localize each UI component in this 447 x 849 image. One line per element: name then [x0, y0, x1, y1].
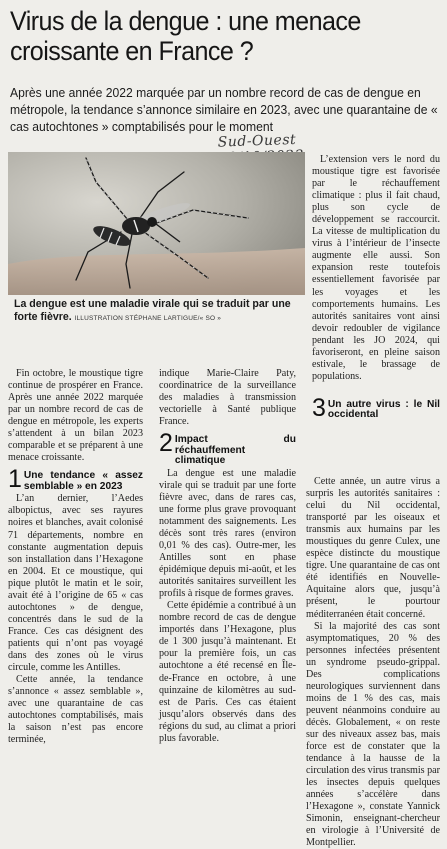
subheading-1 [8, 465, 143, 494]
column-1 [8, 368, 143, 746]
subheading-number: 3 [312, 393, 326, 422]
column-3 [312, 154, 440, 422]
subheading-number: 2 [159, 429, 173, 458]
subheading-number: 1 [8, 465, 22, 494]
caption-text: La dengue est une maladie virale qui se traduit par une forte fièvre. [14, 298, 291, 323]
paragraph: indique Marie-Claire Paty, coordinatrice de la surveillance des maladies à transmission vectorielle à Santé publique France. [159, 368, 296, 428]
mosquito-photo [8, 152, 305, 295]
subheading-text: Un autre virus : le Nil occidental [327, 398, 440, 421]
article-headline: Virus de la dengue : une menace croissante en France ? [10, 6, 361, 66]
photo-credit: ILLUSTRATION STÉPHANE LARTIGUE/« SO » [74, 315, 222, 322]
subheading-3 [312, 393, 440, 422]
column-2 [159, 368, 296, 745]
subheading-2 [159, 429, 296, 467]
paragraph: Cette année, un autre virus a surpris les autorités sanitaires : celui du Nil occidental, transporté par les oiseaux et transmis aux humains par les moustiques du genre Culex, une espèce distincte du moustique tigre. Une quarantaine de cas ont été identifiés en Nouvelle-Aquitaine alors que, jusqu’à présent, le pourtour méditerranéen était concerné. [306, 476, 440, 620]
handwritten-source-note: Sud-Ouest [217, 131, 297, 151]
paragraph: Cette année, la tendance s’annonce « assez semblable », avec une quarantaine de cas autochtones comptabilisés, mais la saison n’est pas encore terminée, [8, 674, 143, 746]
subheading-text: Une tendance « assez semblable » en 2023 [23, 470, 143, 492]
column-4 [306, 476, 440, 849]
paragraph: Si la majorité des cas sont asymptomatiques, 20 % des personnes infectées présentent un syndrome pseudo-grippal. Des complications neurologiques surviennent dans moins de 1 % des cas, mais peuvent néanmoins conduire au décès. Globalement, « on reste sur des niveaux assez bas, mais force est de constater que la tendance à la hausse de la circulation des virus transmis par les insectes depuis quelques années s’accélère dans l’Hexagone », constate Yannick Simonin, enseignant-chercheur en virologie à l’Université de Montpellier. [306, 620, 440, 849]
paragraph: L’an dernier, l’Aedes albopictus, avec ses rayures noires et blanches, avait colonisé 71 départements, nombre en constante augmentation depuis son installation dans l’Hexagone en 2004. Et ce moustique, qui pique plutôt le matin et le soir, avait été à l’origine de 65 « cas autochtones » de dengue, concentrés dans le sud de la France. Ces cas désignent des patients qui n’ont pas voyagé dans des zones où le virus circule, comme les Antilles. [8, 493, 143, 674]
paragraph: La dengue est une maladie virale qui se traduit par une forte fièvre avec, dans de rares cas, une forme plus grave provoquant notamment des saignements. Les décès sont très rares (environ 0,01 % des cas). Outre-mer, les Antilles sont en phase épidémique depuis mi-août, et les autorités sanitaires surveillent les profils à risque de formes graves. [159, 467, 296, 600]
paragraph: L’extension vers le nord du moustique tigre est favorisée par le réchauffement climatique : plus il fait chaud, plus son cycle de développement se raccourcit. La vitesse de multiplication du virus à l’intérieur de l’insecte augmente elle aussi. Son expansion reste toutefois essentiellement favorisée par les voyages et les comportements humains. Les autorités sanitaires vont ainsi devoir redoubler de vigilance pendant les JO 2024, qui favoriseront, en pleine saison estivale, le brassage de populations. [312, 154, 440, 382]
photo-caption [14, 298, 314, 325]
mosquito-illustration [8, 152, 305, 295]
article-lead: Après une année 2022 marquée par un nombre record de cas de dengue en métropole, la tendance s’annonce similaire en 2023, avec une quarantaine de « cas autochtones » comptabilisés pour le moment [10, 85, 438, 134]
subheading-text: Impact du réchauffement climatique [174, 434, 296, 467]
paragraph: Fin octobre, le moustique tigre continue de prospérer en France. Après une année 2022 marquée par un nombre record de cas de dengue en métropole, les experts s’attendent à un bilan 2023 comparable et se préparent à une menace croissante. [8, 368, 143, 464]
paragraph: Cette épidémie a contribué à un nombre record de cas de dengue importés dans l’Hexagone, plus de 1 300 jusqu’à maintenant. Et pour la première fois, un cas autochtone a été recensé en Île-de-France en octobre, à une quinzaine de kilomètres au sud-est de Paris. Ces cas étaient jusqu’alors observés dans des régions du sud, au climat a priori plus favorable. [159, 600, 296, 744]
